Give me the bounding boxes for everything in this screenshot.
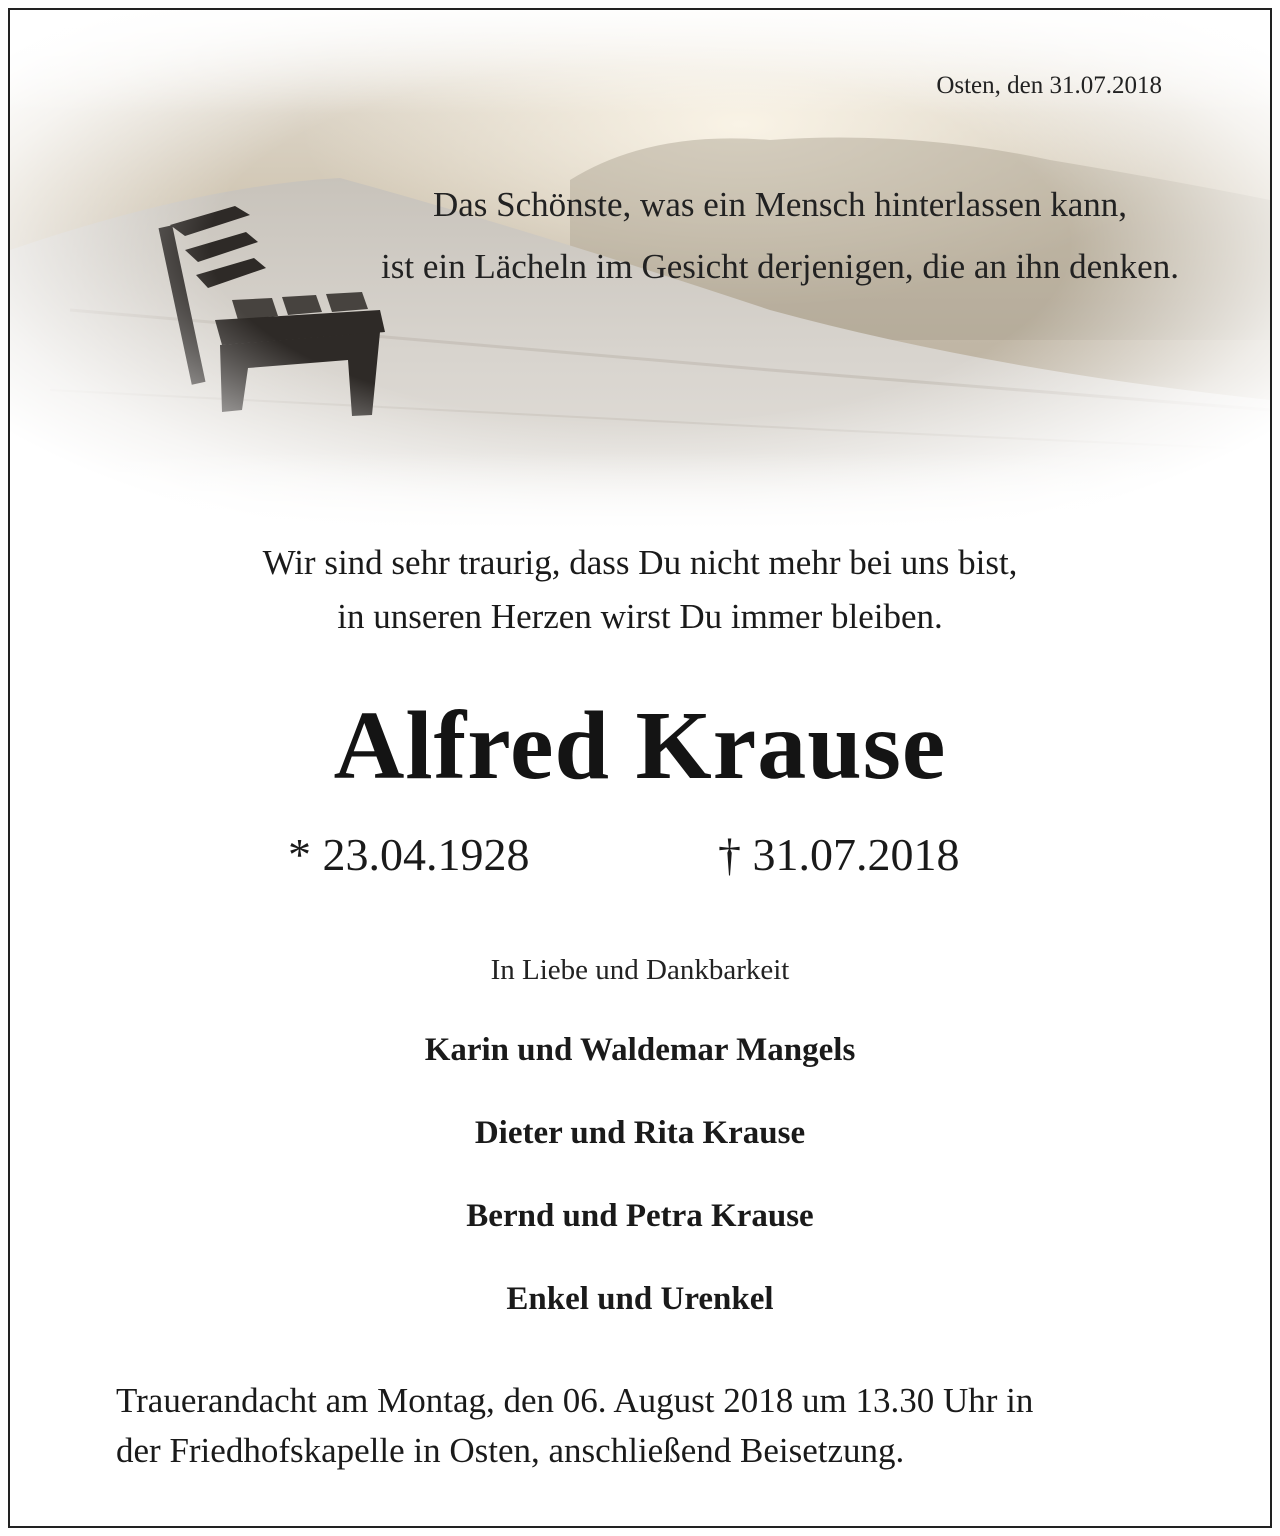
mourners-intro: In Liebe und Dankbarkeit — [490, 954, 790, 986]
memorial-quote — [310, 174, 1250, 298]
mourner-entry: Karin und Waldemar Mangels — [424, 1032, 856, 1068]
service-line-2: der Friedhofskapelle in Osten, anschließend Beisetzung. — [116, 1431, 905, 1470]
death-date: † 31.07.2018 — [718, 829, 960, 880]
verse-line-2: in unseren Herzen wirst Du immer bleiben. — [337, 597, 943, 636]
mourner-entry: Bernd und Petra Krause — [466, 1198, 814, 1234]
funeral-service-info — [116, 1376, 1196, 1476]
service-line-1: Trauerandacht am Montag, den 06. August 2018 um 13.30 Uhr in — [116, 1381, 1034, 1420]
verse-line-1: Wir sind sehr traurig, dass Du nicht mehr bei uns bist, — [262, 543, 1018, 582]
birth-date: * 23.04.1928 — [288, 829, 530, 880]
mourning-verse — [10, 536, 1270, 644]
life-dates — [10, 828, 1270, 888]
quote-line-1: Das Schönste, was ein Mensch hinterlassen kann, — [432, 185, 1128, 224]
obituary-notice — [8, 8, 1272, 1528]
mourners-list — [10, 1032, 1270, 1364]
mourner-entry: Dieter und Rita Krause — [474, 1115, 806, 1151]
mourner-entry: Enkel und Urenkel — [506, 1281, 774, 1317]
deceased-name: Alfred Krause — [333, 692, 947, 800]
place-and-date: Osten, den 31.07.2018 — [936, 72, 1162, 99]
quote-line-2: ist ein Lächeln im Gesicht derjenigen, die an ihn denken. — [381, 247, 1179, 286]
